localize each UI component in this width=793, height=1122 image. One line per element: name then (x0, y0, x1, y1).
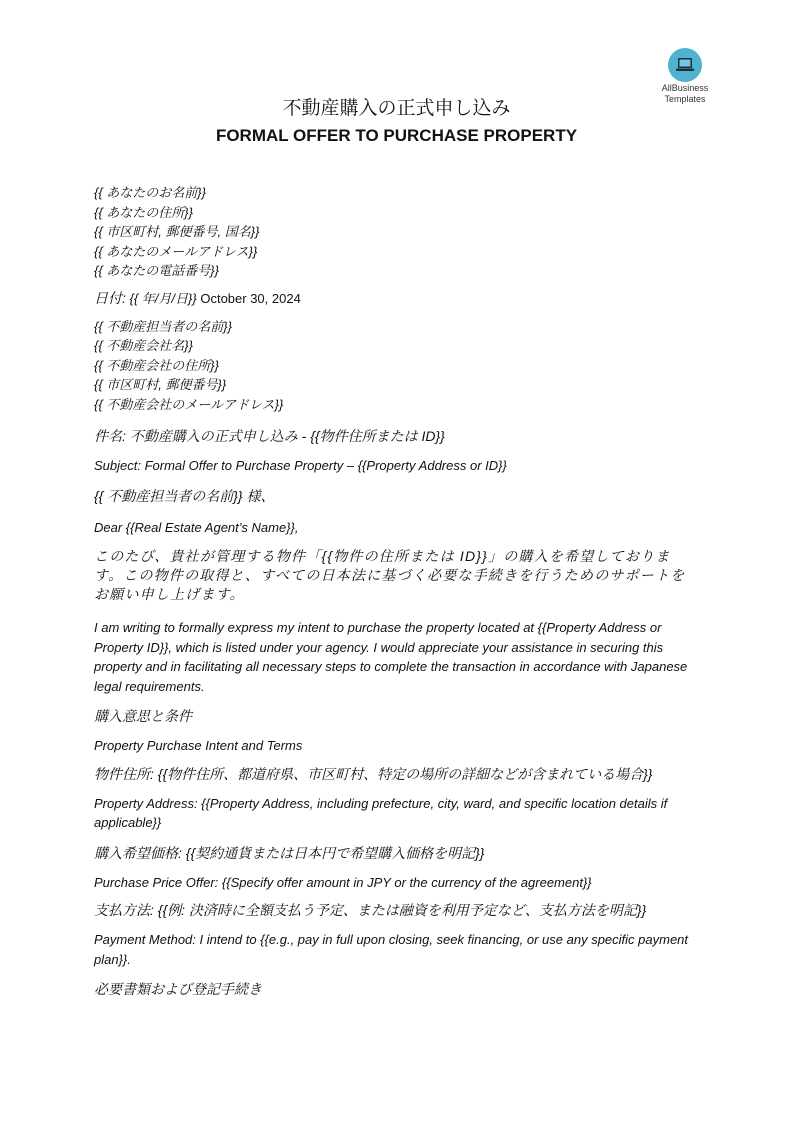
laptop-icon (668, 48, 702, 82)
recipient-company: {{ 不動産会社名}} (94, 338, 193, 353)
property-address-japanese: 物件住所: {{物件住所、都道府県、市区町村、特定の場所の詳細などが含まれている場合}} (94, 765, 653, 782)
date-label: 日付: (94, 289, 126, 306)
sender-block (94, 183, 694, 281)
date-value: October 30, 2024 (200, 290, 301, 306)
sender-phone: {{ あなたの電話番号}} (94, 263, 219, 278)
recipient-city: {{ 市区町村, 郵便番号}} (94, 377, 227, 392)
date-template: {{ 年/月/日}} (129, 290, 197, 306)
subject-japanese: 件名: 不動産購入の正式申し込み - {{物件住所または ID}} (94, 428, 445, 444)
logo-text-line1: AllBusiness (661, 83, 709, 93)
purchase-price-japanese: 購入希望価格: {{契約通貨または日本円で希望購入価格を明記}} (94, 844, 485, 861)
recipient-block (94, 317, 694, 415)
payment-method-english: Payment Method: I intend to {{e.g., pay in full upon closing, seek financing, or use any specific payment plan}}. (94, 932, 689, 967)
letter-body (94, 183, 694, 999)
purchase-price-english: Purchase Price Offer: {{Specify offer amount in JPY or the currency of the agreement}} (94, 874, 592, 890)
payment-method-japanese: 支払方法: {{例: 決済時に全額支払う予定、または融資を利用予定など、支払方法を明記}} (94, 902, 647, 918)
intro-japanese: このたび、貴社が管理する物件「{{物件の住所または ID}}」の購入を希望しております。この物件の取得と、すべての日本法に基づく必要な手続きを行うためのサポートをお願い申し上げます。 (94, 548, 686, 602)
recipient-email: {{ 不動産会社のメールアドレス}} (94, 396, 284, 412)
greeting-english: Dear {{Real Estate Agent’s Name}}, (94, 519, 299, 535)
sender-city: {{ 市区町村, 郵便番号, 国名}} (94, 224, 260, 239)
section-heading-purchase-intent-jp: 購入意思と条件 (94, 708, 192, 724)
property-address-english: Property Address: {{Property Address, including prefecture, city, ward, and specific location details if applicable}} (94, 795, 668, 830)
title-english: FORMAL OFFER TO PURCHASE PROPERTY (215, 126, 578, 145)
sender-name: {{ あなたのお名前}} (94, 185, 206, 200)
sender-address: {{ あなたの住所}} (94, 204, 193, 220)
section-heading-documents-jp: 必要書類および登記手続き (94, 981, 262, 997)
recipient-address: {{ 不動産会社の住所}} (94, 357, 219, 373)
recipient-name: {{ 不動産担当者の名前}} (94, 318, 232, 334)
logo-text-line2: Templates (664, 94, 706, 104)
sender-email: {{ あなたのメールアドレス}} (94, 243, 258, 259)
date-line (94, 288, 694, 309)
intro-english: I am writing to formally express my intent to purchase the property located at {{Property Address or Property ID}}, which is listed under your agency. I would appreciate your assistance in securing this property and in facilitating all necessary steps to complete the transaction in accordance with Japanese legal requirements. (94, 620, 688, 694)
greeting-japanese: {{ 不動産担当者の名前}} 様、 (94, 487, 275, 504)
title-japanese: 不動産購入の正式申し込み (282, 97, 511, 119)
subject-english: Subject: Formal Offer to Purchase Property – {{Property Address or ID}} (94, 458, 507, 473)
section-heading-purchase-intent-en: Property Purchase Intent and Terms (94, 738, 303, 753)
